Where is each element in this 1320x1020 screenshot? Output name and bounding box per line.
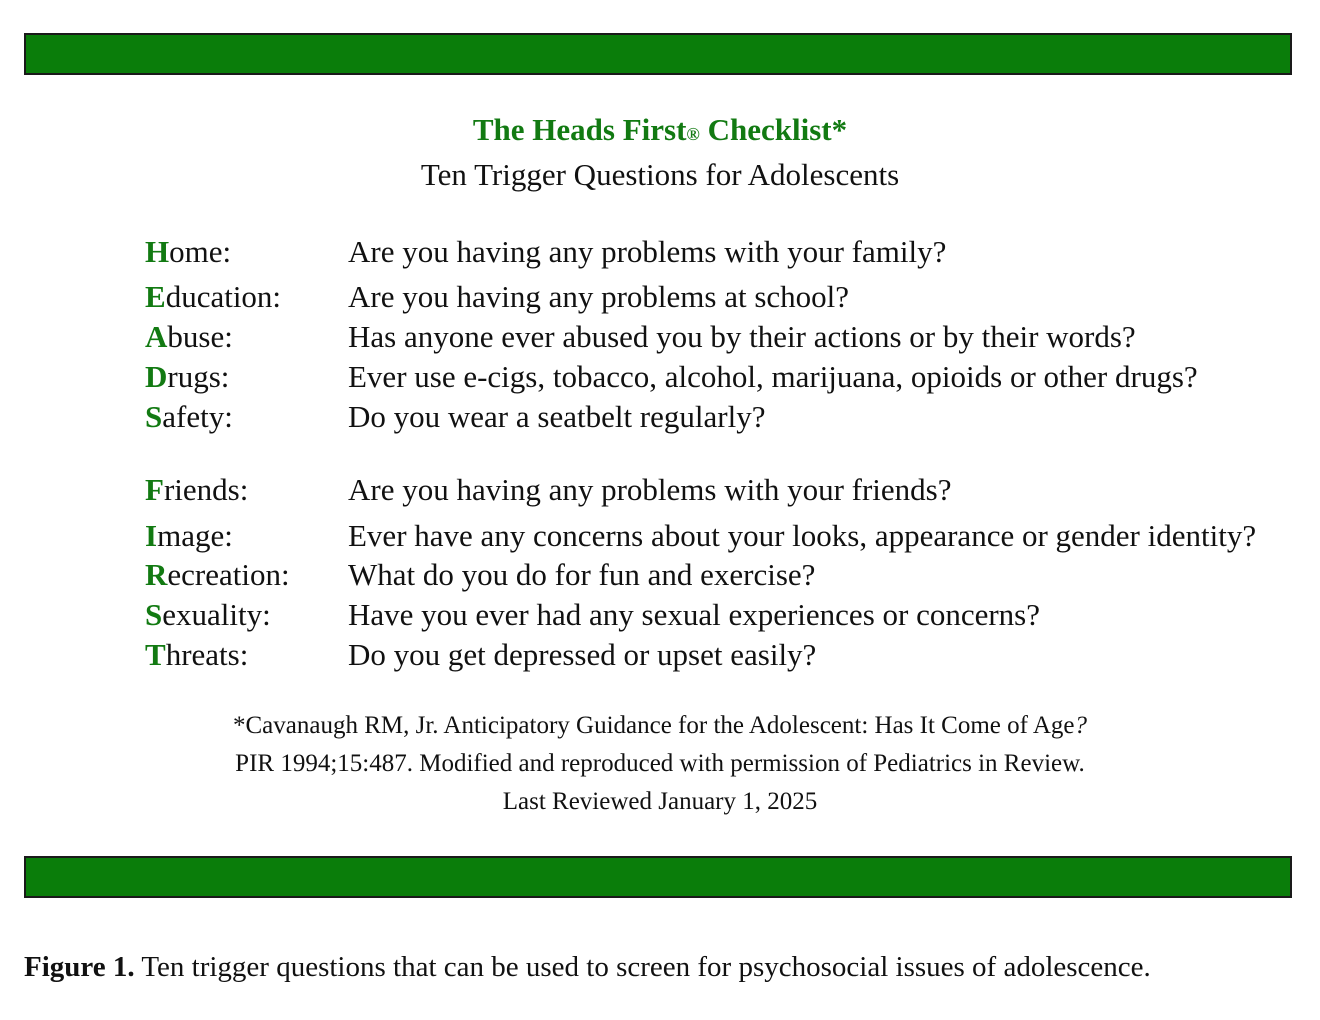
term-label: Threats: — [145, 637, 249, 672]
checklist-row-home — [145, 233, 946, 271]
checklist-subtitle: Ten Trigger Questions for Adolescents — [420, 157, 900, 192]
question-text: Ever use e-cigs, tobacco, alcohol, marijuana, opioids or other drugs? — [348, 359, 1198, 394]
figure-label: Figure 1. — [24, 951, 135, 983]
top-green-bar — [24, 33, 1292, 75]
checklist-row-threats — [145, 636, 816, 674]
checklist-row-friends — [145, 471, 952, 509]
title-main-text: The Heads First — [472, 112, 687, 147]
question-text: Has anyone ever abused you by their actions or by their words? — [348, 319, 1136, 354]
caption-text: Ten trigger questions that can be used to screen for psychosocial issues of adolescence. — [134, 951, 1151, 983]
checklist-row-image — [145, 517, 1256, 555]
title-tail-text: Checklist* — [699, 112, 848, 147]
checklist-row-safety — [145, 398, 765, 436]
term-label: Recreation: — [145, 557, 290, 592]
citation-line-1: *Cavanaugh RM, Jr. Anticipatory Guidance for the Adolescent: Has It Come of Age? — [233, 712, 1087, 739]
last-reviewed: Last Reviewed January 1, 2025 — [502, 788, 818, 815]
question-text: What do you do for fun and exercise? — [348, 557, 816, 592]
checklist-row-education — [145, 278, 849, 316]
question-text: Do you wear a seatbelt regularly? — [348, 399, 766, 434]
term-label: Abuse: — [145, 319, 233, 354]
term-label: Friends: — [145, 472, 249, 507]
checklist-row-sexuality — [145, 596, 1040, 634]
term-label: Image: — [145, 518, 233, 553]
checklist-row-drugs — [145, 358, 1198, 396]
bottom-green-bar — [24, 856, 1292, 898]
question-text: Have you ever had any sexual experiences or concerns? — [348, 597, 1041, 632]
question-text: Do you get depressed or upset easily? — [348, 637, 817, 672]
checklist-row-recreation — [145, 556, 815, 594]
citation-line-2: PIR 1994;15:487. Modified and reproduced with permission of Pediatrics in Review. — [235, 750, 1085, 777]
question-text: Are you having any problems with your friends? — [348, 472, 952, 507]
checklist-row-abuse — [145, 318, 1136, 356]
figure-caption — [24, 948, 1151, 986]
term-label: Drugs: — [145, 359, 230, 394]
question-text: Are you having any problems with your family? — [348, 234, 947, 269]
term-label: Home: — [145, 234, 232, 269]
registered-mark: ® — [686, 124, 700, 144]
question-text: Ever have any concerns about your looks, appearance or gender identity? — [348, 518, 1257, 553]
checklist-title — [0, 111, 1320, 153]
term-label: Education: — [145, 279, 282, 314]
term-label: Sexuality: — [145, 597, 271, 632]
question-text: Are you having any problems at school? — [348, 279, 850, 314]
term-label: Safety: — [145, 399, 233, 434]
